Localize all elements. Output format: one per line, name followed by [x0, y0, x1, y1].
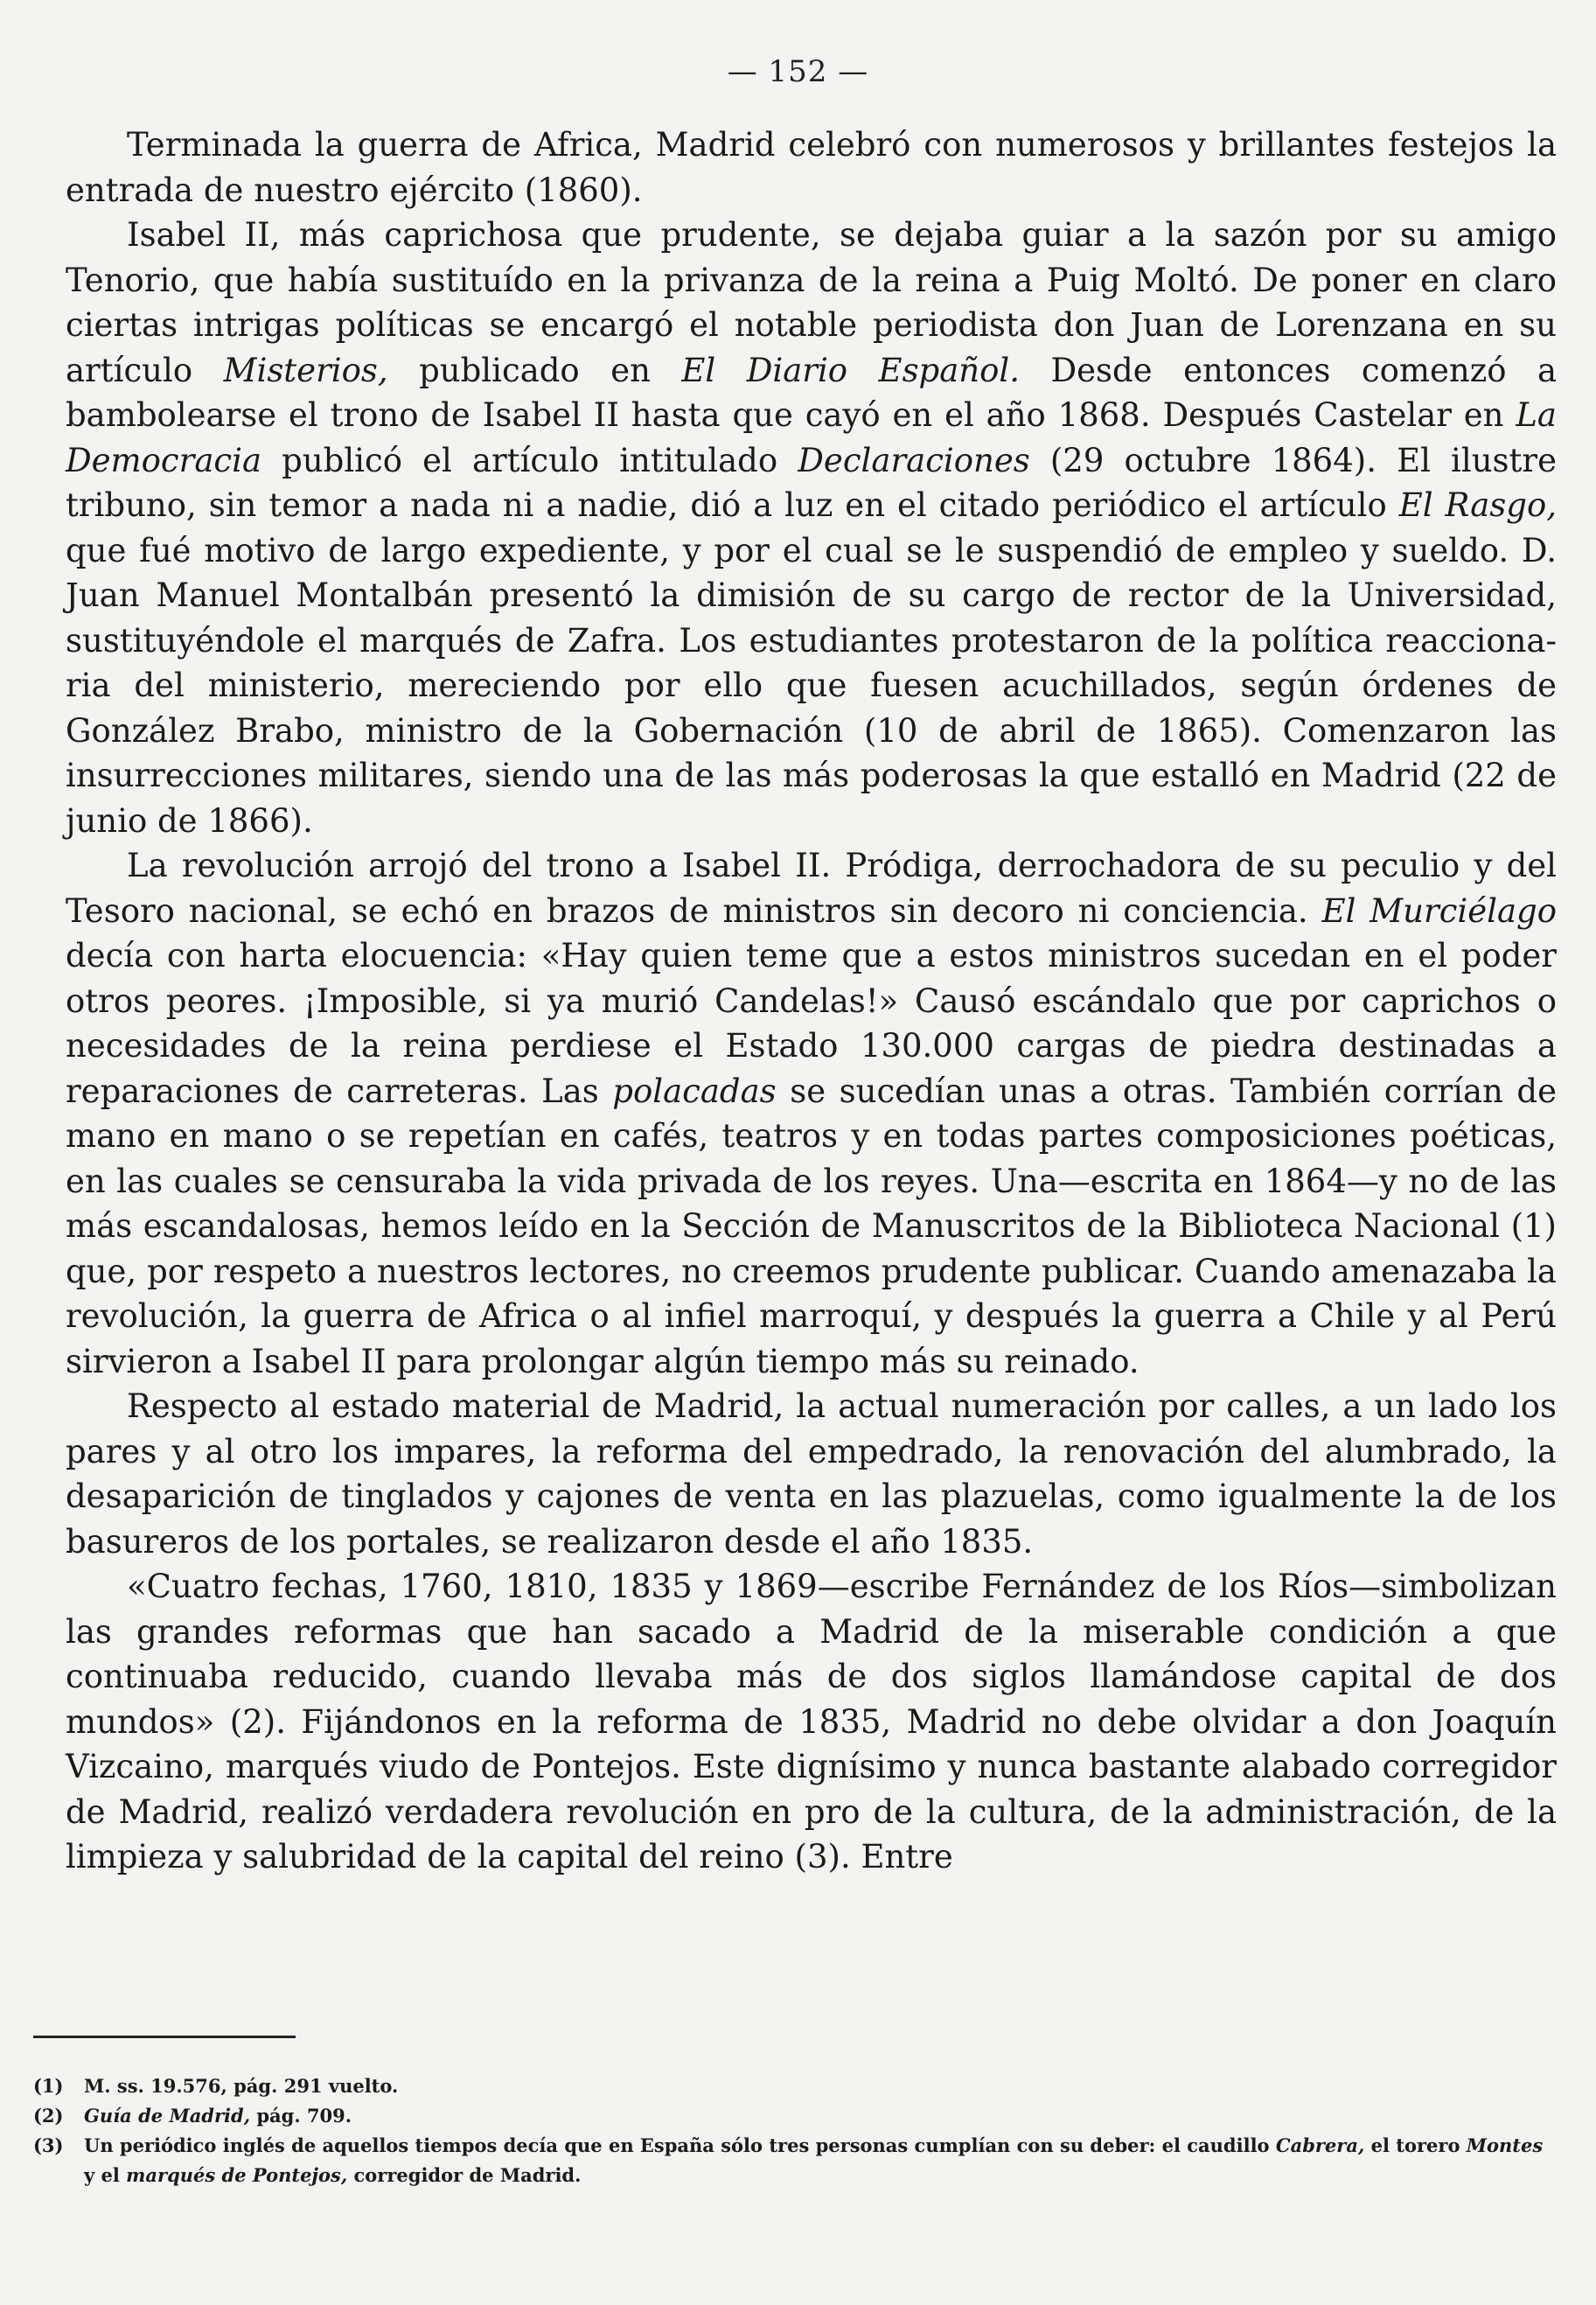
- paragraph-1: [66, 122, 1557, 213]
- paragraph-3-text: La revolución arrojó del trono a Isabel II. Pródiga, derrochadora de su peculio y del Tesoro nacional, se echó en brazos de ministros sin decoro ni conciencia.: [66, 847, 1557, 930]
- footnotes: [33, 2071, 1559, 2190]
- footnote-text: el torero: [1364, 2134, 1467, 2156]
- footnote-3: [33, 2131, 1559, 2190]
- paragraph-2-text: publicado en: [387, 351, 682, 389]
- footnote-marker: (1): [33, 2075, 64, 2097]
- footnote-text: Un periódico inglés de aquellos tiempos decía que en España sólo tres personas cumplían con su deber: el caudillo: [84, 2134, 1276, 2156]
- footnote-text: y el: [84, 2164, 127, 2186]
- footnote-text: M. ss. 19.576, pág. 291 vuelto.: [84, 2075, 399, 2097]
- footnote-name-pontejos: marqués de Pontejos,: [126, 2164, 348, 2186]
- paragraph-2-text: que fué motivo de largo expediente, y por el cual se le suspendió de empleo y sueldo. D. Juan Manuel Montalbán presentó la dimisión de su cargo de rector de la Universidad, sustituyéndole el marqués de Zafra. Los estudiantes protestaron de la política reaccionaria del ministerio, mereciendo por ello que fuesen acuchillados, según órdenes de González Brabo, ministro de la Gobernación (10 de abril de 1865). Comenzaron las insurrecciones militares, siendo una de las más poderosas la que estalló en Madrid (22 de junio de 1866).: [66, 531, 1557, 840]
- footnote-marker: (3): [33, 2134, 64, 2156]
- footnote-name-montes: Montes: [1466, 2134, 1544, 2156]
- page-number: — 152 —: [727, 54, 869, 89]
- paragraph-2: [66, 213, 1557, 843]
- footnote-book-title: Guía de Madrid,: [84, 2105, 251, 2127]
- newspaper-title-diario-espanol: El Diario Español.: [681, 351, 1021, 389]
- paragraph-2-text: (29 octubre 1864). El ilustre tribuno, sin temor a nada ni a nadie, dió a luz en el citado periódico el artículo: [66, 441, 1557, 524]
- footnote-2: [33, 2101, 1559, 2131]
- footnote-name-cabrera: Cabrera,: [1275, 2134, 1365, 2156]
- paragraph-3-text: decía con harta elocuencia: «Hay quien teme que a estos ministros sucedan en el poder otros peores. ¡Imposible, si ya murió Candelas!» Causó escándalo que por caprichos o necesidades de la reina perdiese el Estado 130.000 cargas de piedra destinadas a reparaciones de carreteras. Las: [66, 937, 1557, 1110]
- paragraph-4-text: Respecto al estado material de Madrid, la actual numeración por calles, a un lado los pares y al otro los impares, la reforma del empedrado, la renovación del alumbrado, la desaparición de tinglados y cajones de venta en las plazuelas, como igualmente la de los basureros de los portales, se realizaron desde el año 1835.: [66, 1387, 1557, 1561]
- article-title-misterios: Misterios,: [223, 351, 388, 389]
- term-polacadas: polacadas: [612, 1072, 777, 1110]
- paragraph-2-text: Isabel II, más caprichosa que prudente, se dejaba guiar a la sazón por su amigo Tenorio, que había sustituído en la privanza de la reina a Puig Moltó. De poner en claro ciertas intrigas políticas se encargó el notable periodista don Juan de Lorenzana en su artículo: [66, 216, 1557, 389]
- body-text: [66, 122, 1557, 1880]
- paragraph-4: [66, 1384, 1557, 1564]
- article-title-declaraciones: Declaraciones: [798, 441, 1030, 479]
- footnote-marker: (2): [33, 2105, 64, 2127]
- footnote-text: corregidor de Madrid.: [347, 2164, 582, 2186]
- paragraph-5: [66, 1564, 1557, 1880]
- newspaper-title-la-democracia: La Democracia: [66, 396, 1557, 479]
- footnote-text: pág. 709.: [250, 2105, 352, 2127]
- paragraph-3-text: se sucedían unas a otras. También corrían de mano en mano o se repetían en cafés, teatros y en todas partes composiciones poéticas, en las cuales se censuraba la vida privada de los reyes. Una—escrita en 1864—y no de las más escandalosas, hemos leído en la Sección de Manuscritos de la Biblioteca Nacional (1) que, por respeto a nuestros lectores, no creemos prudente publicar. Cuando amenazaba la revolución, la guerra de Africa o al infiel marroquí, y después la guerra a Chile y al Perú sirvieron a Isabel II para prolongar algún tiempo más su reinado.: [66, 1072, 1557, 1380]
- footnote-1: [33, 2071, 1559, 2101]
- paragraph-2-text: Desde entonces comenzó a bambolearse el trono de Isabel II hasta que cayó en el año 1868. Después Castelar en: [66, 351, 1558, 434]
- paragraph-5-text: «Cuatro fechas, 1760, 1810, 1835 y 1869—escribe Fernández de los Ríos—simbolizan las grandes reformas que han sacado a Madrid de la miserable condición a que continuaba reducido, cuando llevaba más de dos siglos llamándose capital de dos mundos» (2). Fijándonos en la reforma de 1835, Madrid no debe olvidar a don Joaquín Vizcaino, marqués viudo de Pontejos. Este dignísimo y nunca bastante alabado corregidor de Madrid, realizó verdadera revolución en pro de la cultura, de la administración, de la limpieza y salubridad de la capital del reino (3). Entre: [66, 1568, 1557, 1875]
- footnote-divider: [33, 2036, 296, 2038]
- paragraph-3: [66, 843, 1557, 1384]
- article-title-el-rasgo: El Rasgo,: [1398, 486, 1557, 524]
- newspaper-title-el-murcielago: El Murciélago: [1321, 891, 1557, 930]
- paragraph-2-text: publicó el artículo intitulado: [261, 441, 798, 479]
- paragraph-1-text: Terminada la guerra de Africa, Madrid celebró con numerosos y brillantes festejos la entrada de nuestro ejército (1860).: [66, 126, 1557, 209]
